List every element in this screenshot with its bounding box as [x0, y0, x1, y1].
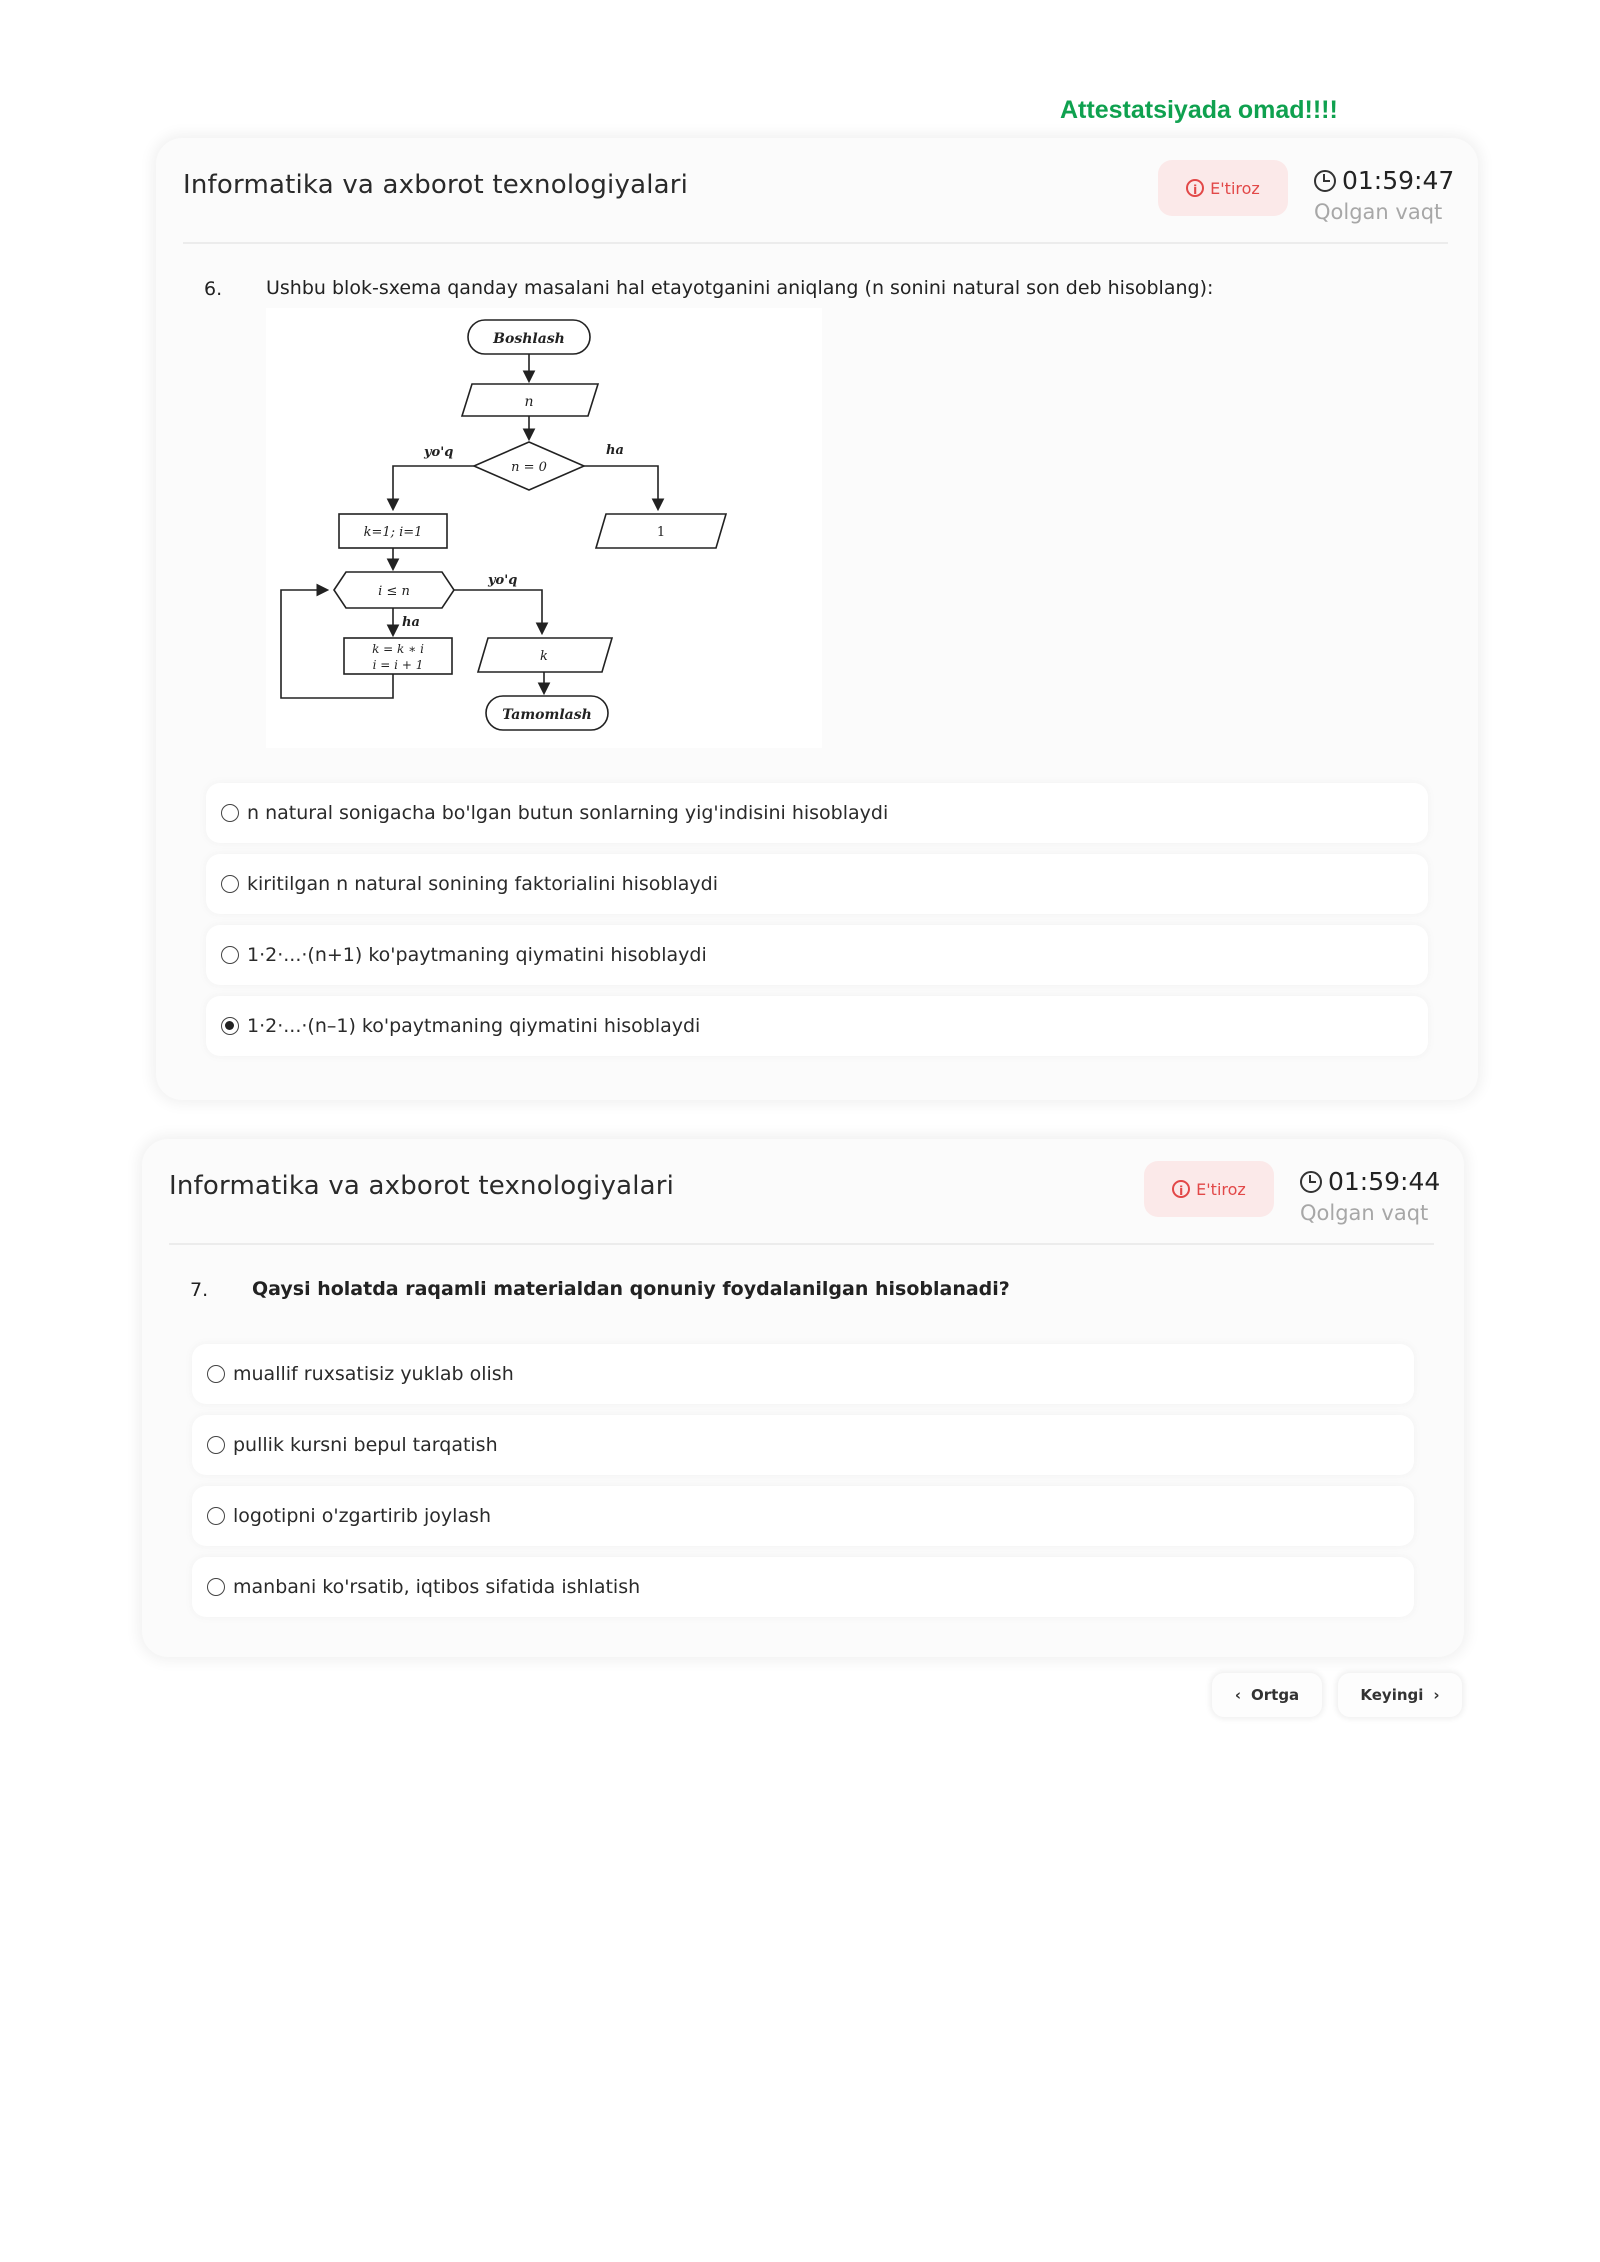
answer-option[interactable]	[192, 1486, 1414, 1546]
question-text: Ushbu blok-sxema qanday masalani hal etayotganini aniqlang (n sonini natural son deb hisoblang):	[266, 277, 1214, 299]
subject-title: Informatika va axborot texnologiyalari	[183, 170, 689, 200]
timer-value: 01:59:47	[1342, 166, 1455, 195]
radio-button[interactable]	[207, 1365, 225, 1383]
chevron-left-icon: ‹	[1234, 1686, 1241, 1704]
flow-output-k-label: k	[540, 649, 548, 664]
answer-option[interactable]	[192, 1557, 1414, 1617]
radio-button[interactable]	[221, 946, 239, 964]
etiroz-button[interactable]	[1144, 1161, 1274, 1217]
answer-option[interactable]	[206, 783, 1428, 843]
timer	[1314, 166, 1454, 195]
flow-body-line2: i = i + 1	[372, 658, 424, 672]
flow-end-label: Tamomlash	[502, 707, 592, 723]
answer-text: n natural sonigacha bo'lgan butun sonlarning yig'indisini hisoblaydi	[247, 802, 889, 824]
next-button[interactable]	[1338, 1673, 1462, 1717]
question-card-6	[156, 138, 1478, 1100]
flow-no-label: yo'q	[424, 445, 454, 460]
etiroz-label: E'tiroz	[1196, 1179, 1246, 1199]
answer-option[interactable]	[206, 854, 1428, 914]
question-card-7	[142, 1139, 1464, 1657]
etiroz-label: E'tiroz	[1210, 178, 1260, 198]
timer	[1300, 1167, 1440, 1196]
divider	[183, 242, 1448, 244]
info-icon: i	[1186, 179, 1204, 197]
remaining-time-label: Qolgan vaqt	[1314, 200, 1443, 224]
chevron-right-icon: ›	[1433, 1686, 1440, 1704]
answer-options	[192, 1344, 1414, 1628]
flow-yes-label: ha	[606, 443, 624, 458]
answer-text: 1·2·...·(n–1) ko'paytmaning qiymatini hisoblaydi	[247, 1015, 701, 1037]
etiroz-button[interactable]	[1158, 160, 1288, 216]
timer-value: 01:59:44	[1328, 1167, 1441, 1196]
flow-input-label: n	[524, 394, 534, 410]
flow-condition-label: n = 0	[511, 460, 547, 475]
flow-loop-no-label: yo'q	[488, 573, 518, 588]
remaining-time-label: Qolgan vaqt	[1300, 1201, 1429, 1225]
clock-icon	[1300, 1171, 1322, 1193]
back-button[interactable]	[1212, 1673, 1322, 1717]
radio-button[interactable]	[221, 804, 239, 822]
flow-start-label: Boshlash	[493, 331, 565, 347]
answer-option[interactable]	[192, 1344, 1414, 1404]
clock-icon	[1314, 170, 1336, 192]
answer-option[interactable]	[206, 925, 1428, 985]
flow-loop-yes-label: ha	[402, 615, 420, 630]
answer-option[interactable]	[192, 1415, 1414, 1475]
question-text: Qaysi holatda raqamli materialdan qonuniy foydalanilgan hisoblanadi?	[252, 1278, 1010, 1300]
flowchart-image	[266, 308, 822, 748]
flow-output-one-label: 1	[656, 525, 666, 540]
answer-option-selected[interactable]	[206, 996, 1428, 1056]
info-icon: i	[1172, 1180, 1190, 1198]
answer-text: pullik kursni bepul tarqatish	[233, 1434, 498, 1456]
question-number: 6.	[204, 278, 223, 300]
answer-text: muallif ruxsatisiz yuklab olish	[233, 1363, 514, 1385]
next-label: Keyingi	[1360, 1686, 1424, 1704]
radio-button[interactable]	[221, 875, 239, 893]
radio-button[interactable]	[207, 1436, 225, 1454]
radio-button-selected[interactable]	[221, 1017, 239, 1035]
flow-init-label: k=1; i=1	[363, 525, 423, 540]
flow-body-line1: k = k ∗ i	[372, 642, 424, 656]
answer-options	[206, 783, 1428, 1067]
success-banner: Attestatsiyada omad!!!!	[1060, 96, 1338, 124]
answer-text: logotipni o'zgartirib joylash	[233, 1505, 492, 1527]
divider	[169, 1243, 1434, 1245]
answer-text: 1·2·...·(n+1) ko'paytmaning qiymatini hisoblaydi	[247, 944, 707, 966]
question-number: 7.	[190, 1279, 209, 1301]
radio-button[interactable]	[207, 1578, 225, 1596]
radio-button[interactable]	[207, 1507, 225, 1525]
flow-loop-condition-label: i ≤ n	[378, 584, 410, 599]
back-label: Ortga	[1251, 1686, 1300, 1704]
subject-title: Informatika va axborot texnologiyalari	[169, 1171, 675, 1201]
answer-text: kiritilgan n natural sonining faktorialini hisoblaydi	[247, 873, 718, 895]
answer-text: manbani ko'rsatib, iqtibos sifatida ishlatish	[233, 1576, 641, 1598]
